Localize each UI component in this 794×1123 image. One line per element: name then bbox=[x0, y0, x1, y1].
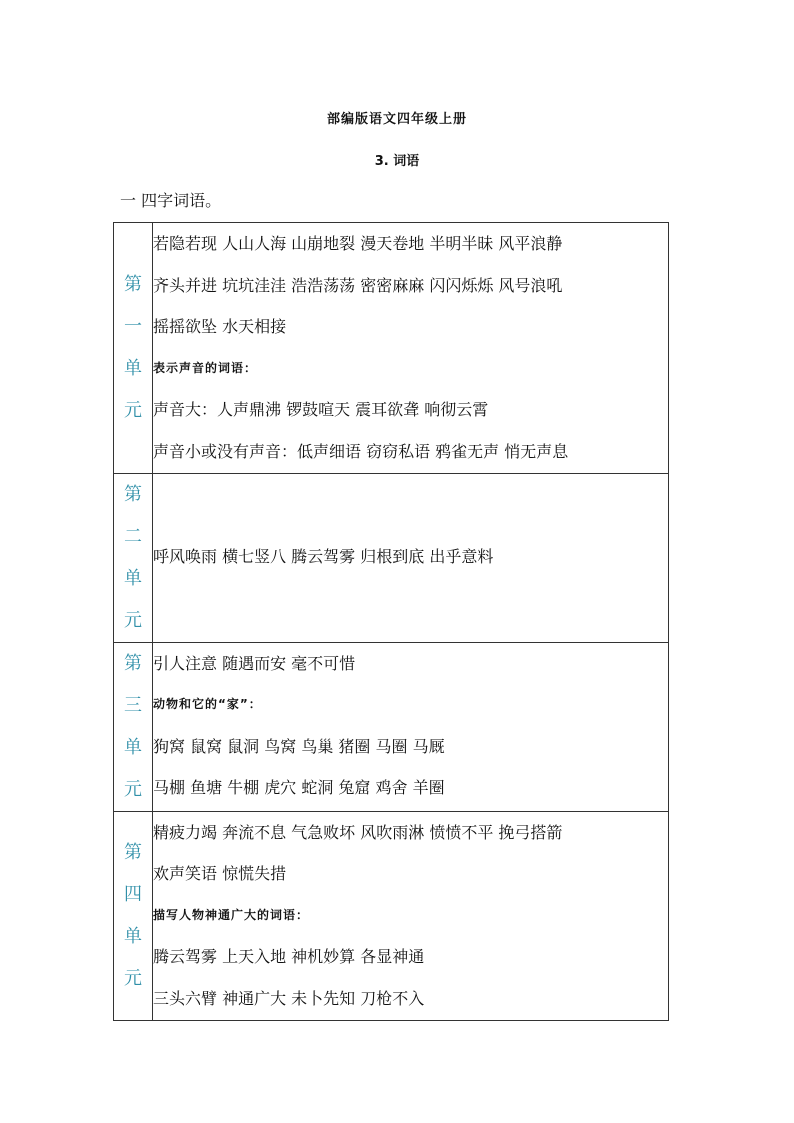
unit-label-char: 元 bbox=[124, 967, 142, 989]
unit-content-cell bbox=[153, 223, 669, 474]
table-row bbox=[114, 223, 669, 474]
unit-label-char: 第 bbox=[124, 841, 142, 863]
table-row bbox=[114, 811, 669, 1020]
unit-content-cell bbox=[153, 811, 669, 1020]
unit-label-char: 元 bbox=[124, 778, 142, 800]
word-line: 马棚 鱼塘 牛棚 虎穴 蛇洞 兔窟 鸡舍 羊圈 bbox=[153, 778, 445, 798]
word-line: 欢声笑语 惊慌失措 bbox=[153, 864, 287, 884]
unit-label-char: 第 bbox=[124, 652, 142, 674]
unit-label-char: 元 bbox=[124, 399, 142, 421]
word-line: 声音大：人声鼎沸 锣鼓喧天 震耳欲聋 响彻云霄 bbox=[153, 400, 489, 420]
lesson-title: 3. 词语 bbox=[374, 154, 420, 169]
word-line: 精疲力竭 奔流不息 气急败坏 风吹雨淋 愤愤不平 挽弓搭箭 bbox=[153, 822, 563, 842]
vocabulary-table bbox=[113, 222, 669, 1021]
unit-label-cell bbox=[114, 473, 153, 642]
unit-label-cell bbox=[114, 223, 153, 474]
unit-label-char: 四 bbox=[124, 883, 142, 905]
section-heading: 一 四字词语。 bbox=[120, 191, 222, 210]
unit-label-char: 单 bbox=[124, 736, 142, 758]
unit-label bbox=[114, 643, 152, 811]
category-heading: 表示声音的词语： bbox=[153, 360, 258, 375]
unit-label-char: 元 bbox=[124, 609, 142, 631]
unit-label-char: 三 bbox=[124, 694, 142, 716]
word-line: 引人注意 随遇而安 毫不可惜 bbox=[153, 653, 356, 673]
word-line: 腾云驾雾 上天入地 神机妙算 各显神通 bbox=[153, 947, 425, 967]
unit-label-cell bbox=[114, 811, 153, 1020]
unit-label bbox=[114, 264, 152, 432]
word-line: 齐头并进 坑坑洼洼 浩浩荡荡 密密麻麻 闪闪烁烁 风号浪吼 bbox=[153, 275, 563, 295]
word-line: 狗窝 鼠窝 鼠洞 鸟窝 鸟巢 猪圈 马圈 马厩 bbox=[153, 736, 445, 756]
word-line: 声音小或没有声音：低声细语 窃窃私语 鸦雀无声 悄无声息 bbox=[153, 441, 569, 461]
category-heading: 描写人物神通广大的词语： bbox=[153, 907, 310, 922]
category-heading: 动物和它的“家”： bbox=[153, 697, 262, 712]
unit-label-char: 第 bbox=[124, 273, 142, 295]
unit-content-cell bbox=[153, 642, 669, 811]
word-line: 呼风唤雨 横七竖八 腾云驾雾 归根到底 出乎意料 bbox=[153, 546, 494, 566]
unit-label bbox=[114, 474, 152, 642]
unit-label-char: 第 bbox=[124, 483, 142, 505]
table-row bbox=[114, 473, 669, 642]
unit-content-cell bbox=[153, 473, 669, 642]
unit-label-char: 单 bbox=[124, 567, 142, 589]
unit-label-char: 一 bbox=[124, 315, 142, 337]
word-line: 若隐若现 人山人海 山崩地裂 漫天卷地 半明半昧 风平浪静 bbox=[153, 234, 563, 253]
unit-label-char: 单 bbox=[124, 357, 142, 379]
table-row bbox=[114, 642, 669, 811]
document-title: 部编版语文四年级上册 bbox=[326, 112, 467, 127]
unit-label bbox=[114, 832, 152, 1000]
unit-label-char: 单 bbox=[124, 925, 142, 947]
word-line: 三头六臂 神通广大 未卜先知 刀枪不入 bbox=[153, 988, 425, 1008]
word-line: 摇摇欲坠 水天相接 bbox=[153, 317, 287, 337]
unit-label-char: 二 bbox=[124, 525, 142, 547]
unit-label-cell bbox=[114, 642, 153, 811]
